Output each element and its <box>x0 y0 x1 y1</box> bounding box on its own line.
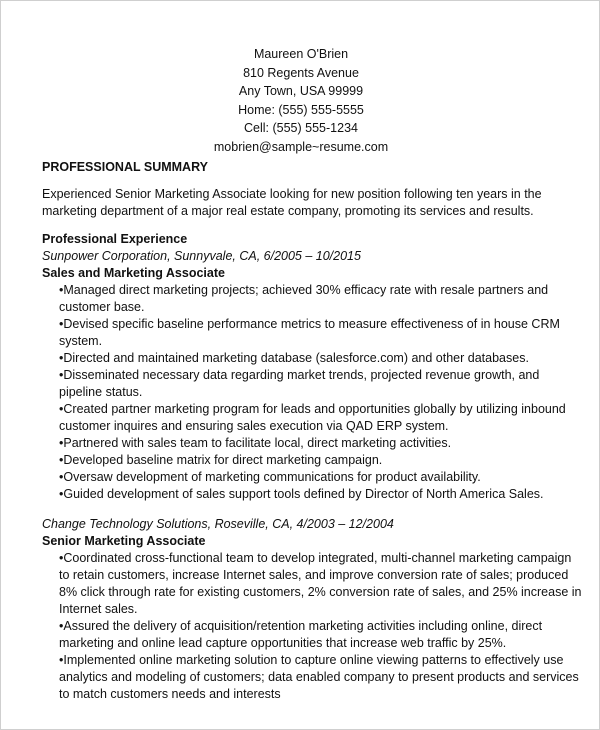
job-bullet: •Oversaw development of marketing communications for product availability. <box>59 470 481 484</box>
contact-email: mobrien@sample~resume.com <box>213 139 389 154</box>
summary-text: Experienced Senior Marketing Associate looking for new position following ten years in the marketing department of a major real estate company, promoting its services and results. <box>42 187 542 218</box>
job-entry <box>42 516 582 703</box>
resume-body <box>42 159 582 703</box>
job-company: Change Technology Solutions, Roseville, CA, 4/2003 – 12/2004 <box>42 517 394 531</box>
contact-home-phone: Home: (555) 555-5555 <box>238 102 364 117</box>
experience-heading: Professional Experience <box>42 232 188 246</box>
job-bullet: •Managed direct marketing projects; achieved 30% efficacy rate with resale partners and customer base. <box>59 283 549 314</box>
job-role: Senior Marketing Associate <box>42 534 206 548</box>
job-role: Sales and Marketing Associate <box>42 266 225 280</box>
contact-city: Any Town, USA 99999 <box>238 84 364 98</box>
job-bullet: •Disseminated necessary data regarding market trends, projected revenue growth, and pipeline status. <box>59 368 540 399</box>
contact-street: 810 Regents Avenue <box>243 65 359 80</box>
job-bullet: •Developed baseline matrix for direct marketing campaign. <box>59 453 383 467</box>
job-bullet: •Guided development of sales support tools defined by Director of North America Sales. <box>59 487 544 501</box>
job-bullets <box>42 550 582 703</box>
contact-name: Maureen O'Brien <box>253 47 349 61</box>
job-bullet: •Created partner marketing program for leads and opportunities globally by utilizing inbound customer inquires and ensuring sales execution via QAD ERP system. <box>59 402 566 433</box>
job-bullet: •Implemented online marketing solution to capture online viewing patterns to effectively use analytics and modeling of customers; data enabled company to present products and services to match customers needs and interests <box>59 653 579 701</box>
summary-heading: PROFESSIONAL SUMMARY <box>42 160 208 174</box>
job-bullet: •Coordinated cross-functional team to develop integrated, multi-channel marketing campaign to retain customers, increase Internet sales, and improve conversion rate of sales; produced 8% click through rate for existing customers, 2% conversion rate of sales, and 25% increase in Internet sales. <box>59 551 582 616</box>
job-bullet: •Directed and maintained marketing database (salesforce.com) and other databases. <box>59 351 529 365</box>
contact-block <box>1 45 600 156</box>
contact-cell-phone: Cell: (555) 555-1234 <box>244 121 358 135</box>
job-bullet: •Assured the delivery of acquisition/retention marketing activities including online, direct marketing and online lead capture opportunities that increase web traffic by 25%. <box>59 619 543 650</box>
job-bullet: •Devised specific baseline performance metrics to measure effectiveness of in house CRM system. <box>59 317 560 348</box>
job-company: Sunpower Corporation, Sunnyvale, CA, 6/2005 – 10/2015 <box>42 249 361 263</box>
job-entry <box>42 248 582 503</box>
job-bullet: •Partnered with sales team to facilitate local, direct marketing activities. <box>59 436 452 450</box>
job-bullets <box>42 282 582 503</box>
